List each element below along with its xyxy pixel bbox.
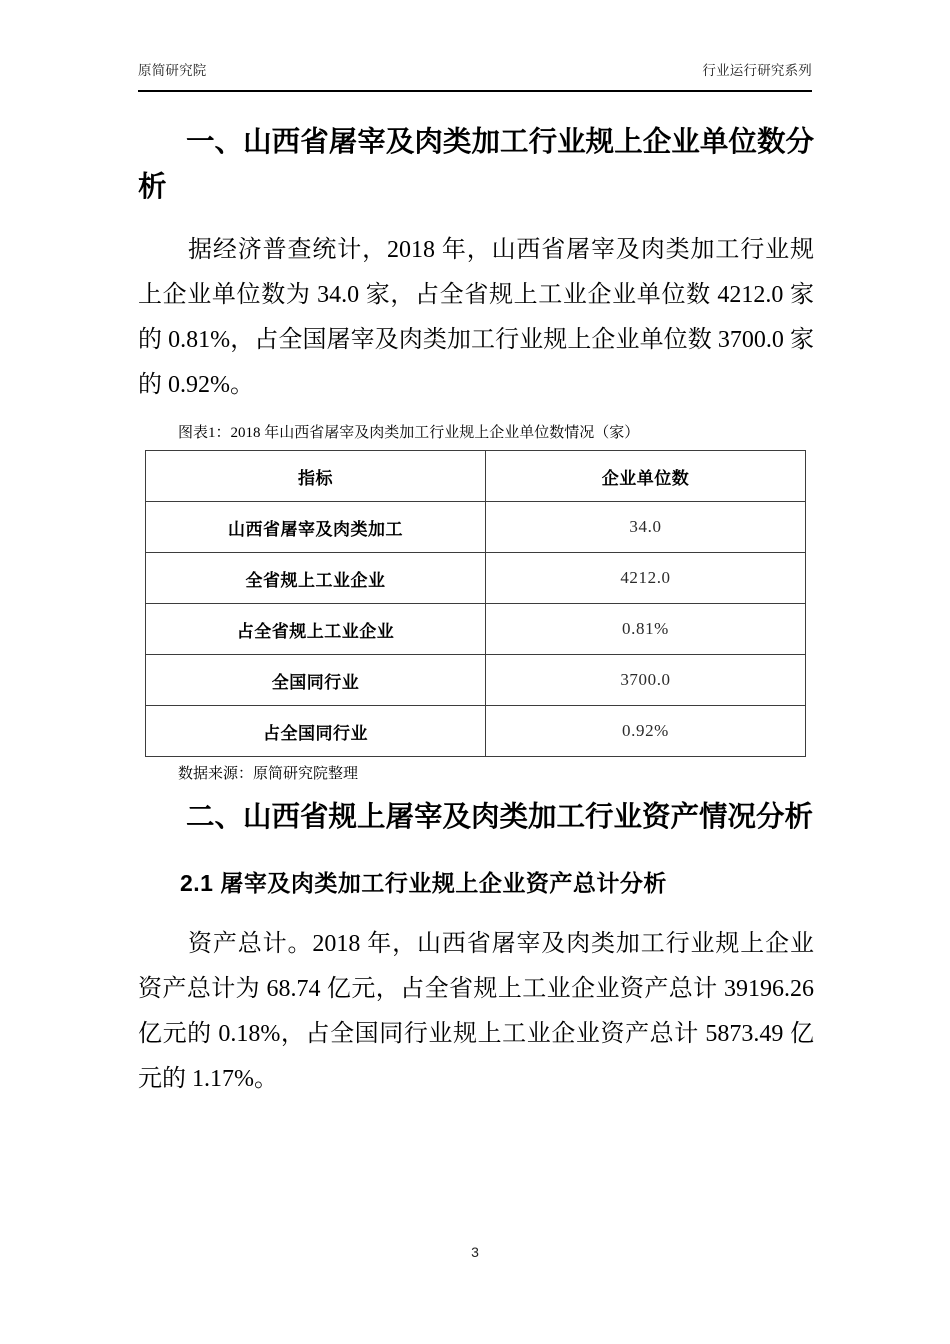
document-content [138,120,814,1102]
paragraph-total-assets: 资产总计。2018 年，山西省屠宰及肉类加工行业规上企业资产总计为 68.74 亿元，占全省规上工业企业资产总计 39196.26 亿元的 0.18%，占全国同行业规上工业企业资产总计 5873.49 亿元的 1.17%。 [138,931,814,1092]
paragraph-enterprise-count: 据经济普查统计，2018 年，山西省屠宰及肉类加工行业规上企业单位数为 34.0 家，占全省规上工业企业单位数 4212.0 家的 0.81%，占全国屠宰及肉类加工行业规上企业单位数 3700.0 家的 0.92%。 [138,237,814,398]
table-header-row [146,451,806,502]
table-row [146,502,806,553]
table-source-note: 数据来源：原简研究院整理 [178,766,359,782]
header-left-text: 原简研究院 [138,63,207,78]
table-cell-label: 占全省规上工业企业 [146,604,486,655]
table-cell-label: 全国同行业 [146,655,486,706]
section-heading-2: 二、山西省规上屠宰及肉类加工行业资产情况分析 [186,802,814,833]
table-cell-label: 全省规上工业企业 [146,553,486,604]
section-heading-2-1: 2.1 屠宰及肉类加工行业规上企业资产总计分析 [180,870,667,896]
running-header [138,62,812,92]
table-cell-value: 3700.0 [486,655,806,706]
spacer [138,904,814,922]
table-cell-value: 34.0 [486,502,806,553]
table-row [146,553,806,604]
table-cell-value: 0.81% [486,604,806,655]
table-column-header-count: 企业单位数 [486,451,806,502]
header-right-text: 行业运行研究系列 [702,63,812,78]
spacer [138,840,814,862]
table-cell-label: 占全国同行业 [146,706,486,757]
table-cell-value: 0.92% [486,706,806,757]
spacer [138,408,814,422]
spacer [138,210,814,228]
enterprise-count-table [145,450,806,757]
table-column-header-indicator: 指标 [146,451,486,502]
section-heading-1: 一、山西省屠宰及肉类加工行业规上企业单位数分析 [138,127,814,203]
spacer [138,785,814,795]
table-row [146,655,806,706]
table-caption: 图表1：2018 年山西省屠宰及肉类加工行业规上企业单位数情况（家） [178,425,640,441]
page-number: 3 [471,1244,479,1260]
table-row [146,706,806,757]
table-cell-value: 4212.0 [486,553,806,604]
table-cell-label: 山西省屠宰及肉类加工 [146,502,486,553]
table-row [146,604,806,655]
